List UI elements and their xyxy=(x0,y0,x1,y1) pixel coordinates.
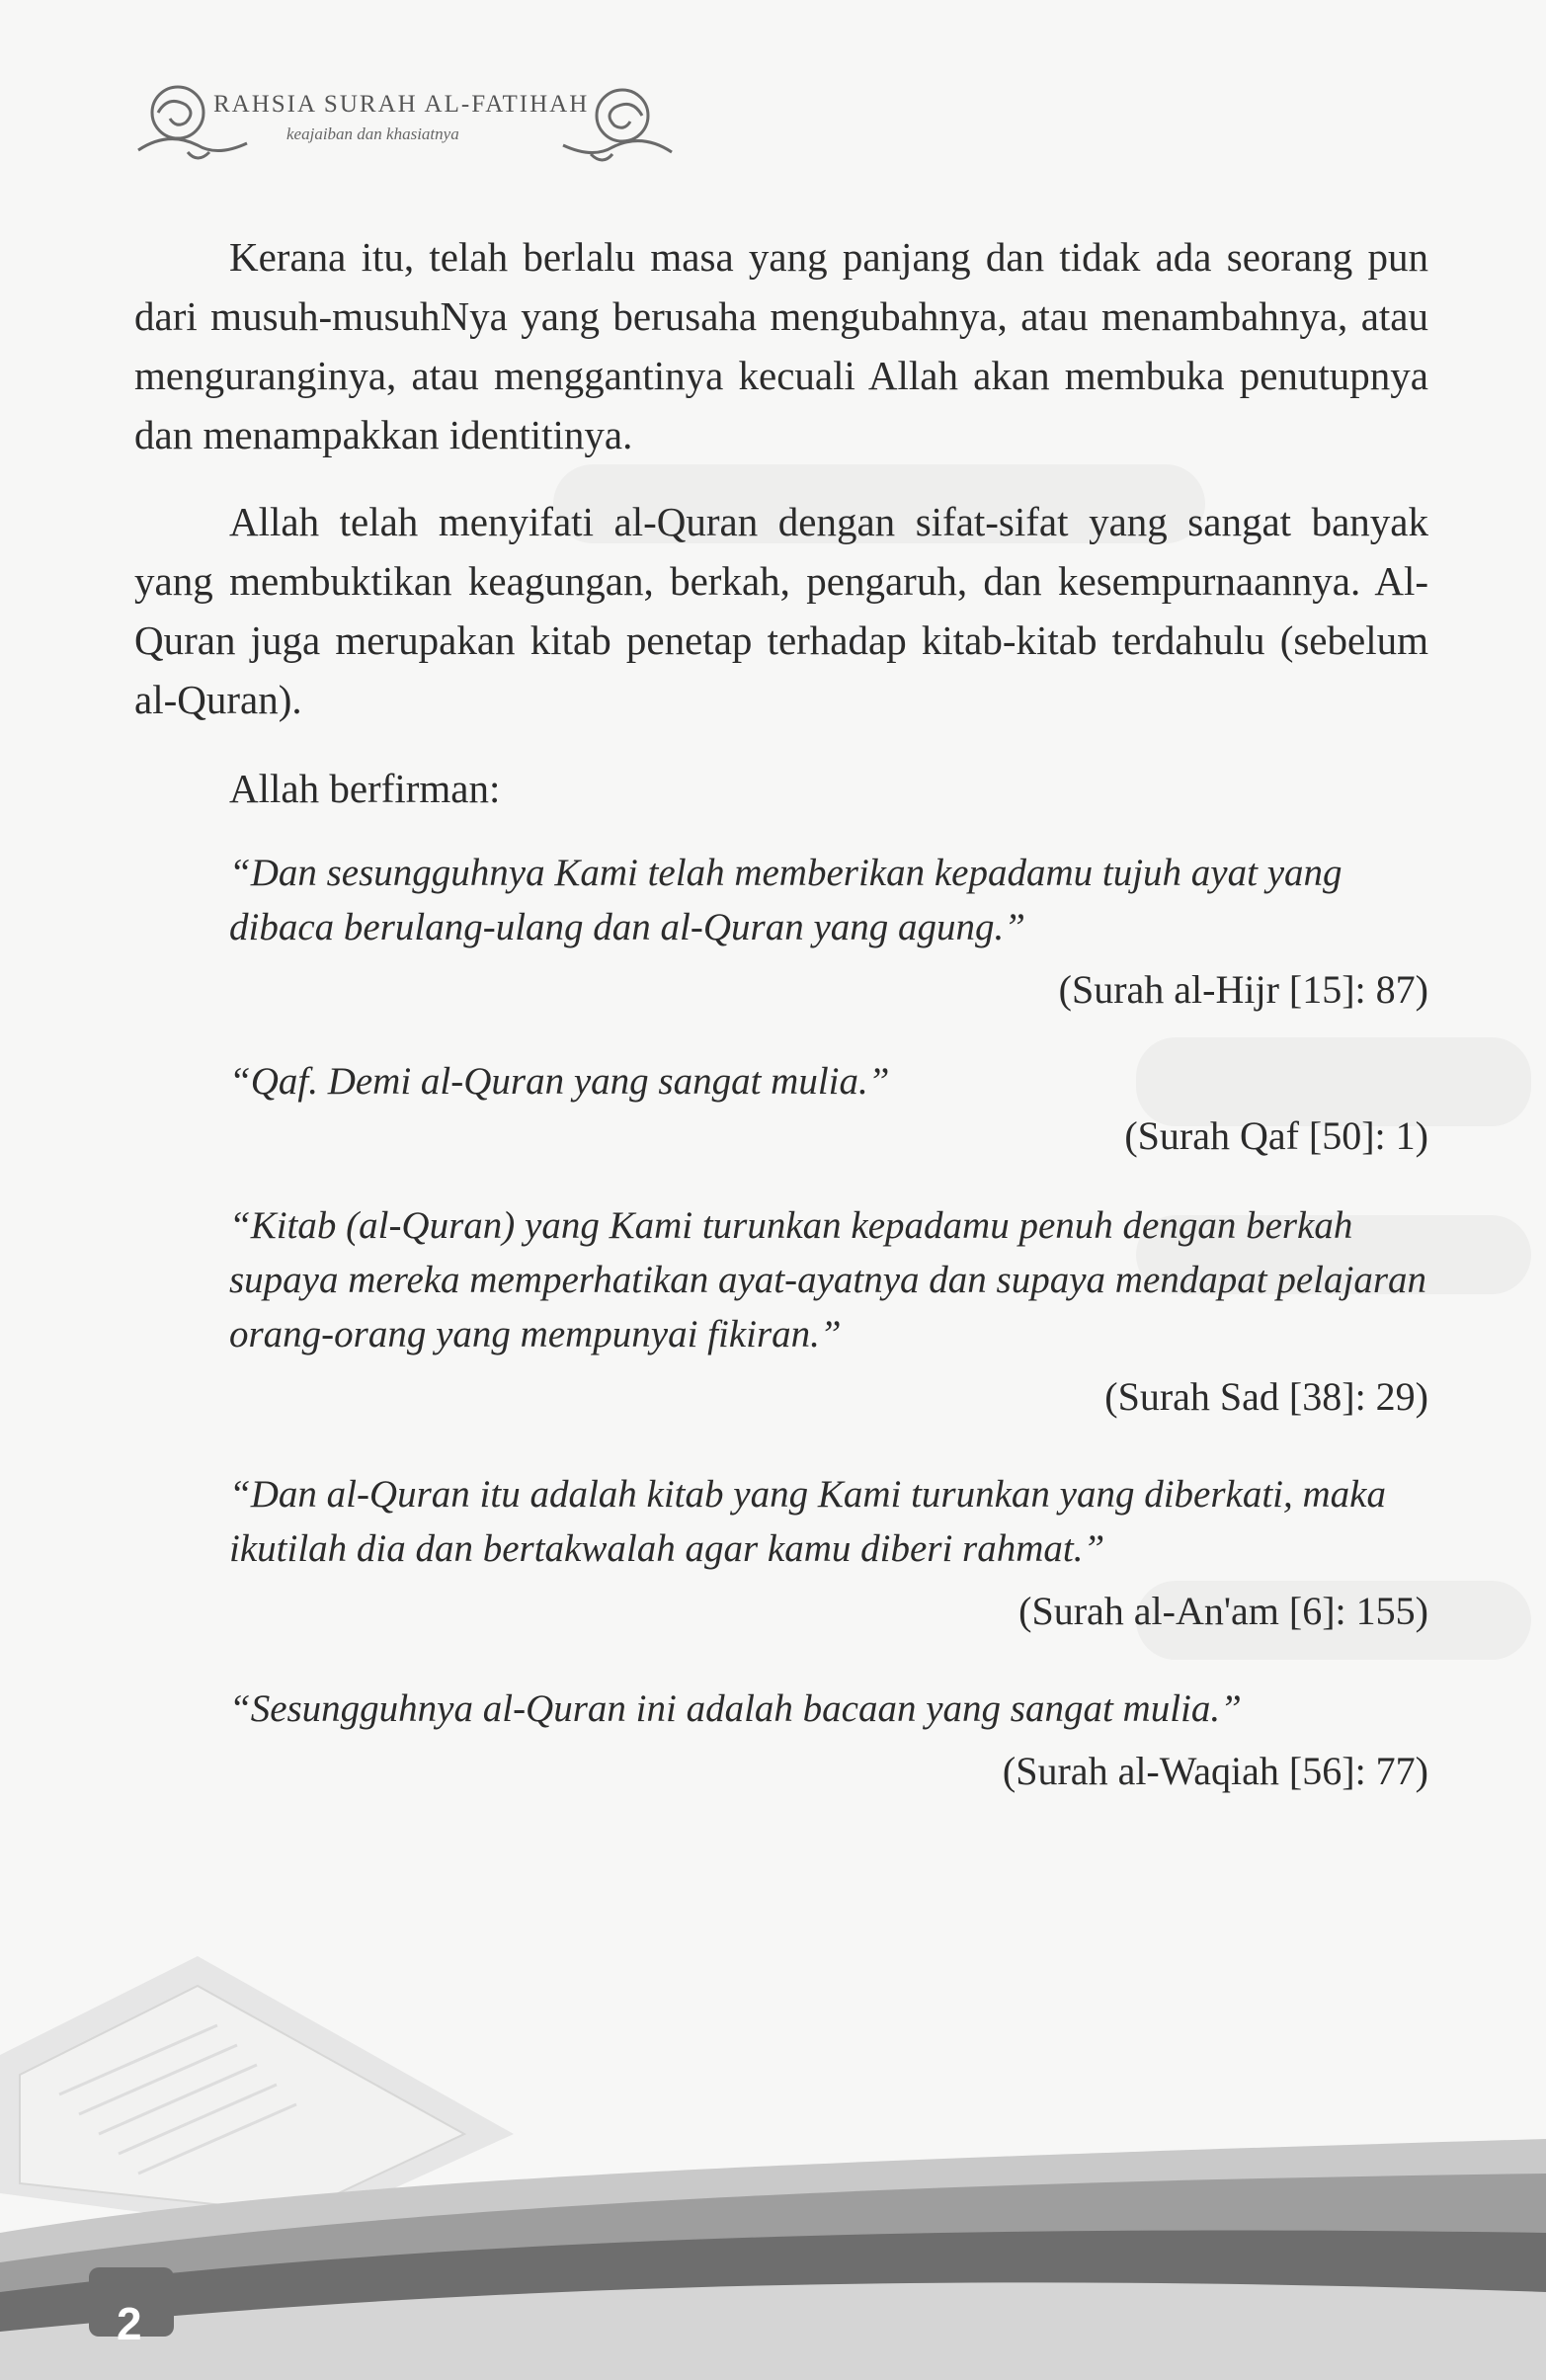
quote-block xyxy=(229,1054,1428,1163)
quote-block xyxy=(229,1682,1428,1798)
quote-block xyxy=(229,1198,1428,1424)
quote-intro: Allah berfirman: xyxy=(229,766,501,811)
quote-text: “Qaf. Demi al-Quran yang sangat mulia.” xyxy=(229,1060,890,1103)
quote-reference: (Surah al-Waqiah [56]: 77) xyxy=(1002,1749,1428,1793)
quote-block xyxy=(229,1467,1428,1638)
quote-reference: (Surah al-An'am [6]: 155) xyxy=(1018,1589,1428,1633)
quote-reference: (Surah Qaf [50]: 1) xyxy=(1124,1113,1428,1158)
paragraph: Kerana itu, telah berlalu masa yang panjang dan tidak ada seorang pun dari musuh-musuhNya yang berusaha mengubahnya, atau menambahnya, atau menguranginya, atau menggantinya kecuali Allah akan membuka penutupnya dan menampakkan identitinya. xyxy=(134,234,1428,457)
quote-text: “Dan al-Quran itu adalah kitab yang Kami turunkan yang diberkati, maka ikutilah dia dan bertakwalah agar kamu diberi rahmat.” xyxy=(229,1473,1386,1570)
running-header xyxy=(119,61,692,170)
quote-text: “Sesungguhnya al-Quran ini adalah bacaan yang sangat mulia.” xyxy=(229,1687,1242,1730)
paragraph: Allah telah menyifati al-Quran dengan sifat-sifat yang sangat banyak yang membuktikan keagungan, berkah, pengaruh, dan kesempurnaannya. Al-Quran juga merupakan kitab penetap terhadap kitab-kitab terdahulu (sebelum al-Quran). xyxy=(134,499,1428,722)
book-title: RAHSIA SURAH AL-FATIHAH xyxy=(213,91,590,118)
page-content xyxy=(134,227,1428,1798)
quote-reference: (Surah al-Hijr [15]: 87) xyxy=(1058,967,1428,1012)
quote-text: “Dan sesungguhnya Kami telah memberikan kepadamu tujuh ayat yang dibaca berulang-ulang dan al-Quran yang agung.” xyxy=(229,852,1343,948)
book-subtitle: keajaiban dan khasiatnya xyxy=(286,124,459,143)
page-number: 2 xyxy=(117,2298,142,2349)
quote-block xyxy=(229,846,1428,1017)
quote-reference: (Surah Sad [38]: 29) xyxy=(1104,1374,1428,1419)
book-decoration-icon xyxy=(0,1936,1546,2380)
quote-text: “Kitab (al-Quran) yang Kami turunkan kepadamu penuh dengan berkah supaya mereka memperhatikan ayat-ayatnya dan supaya mendapat pelajaran orang-orang yang mempunyai fikiran.” xyxy=(229,1204,1427,1355)
